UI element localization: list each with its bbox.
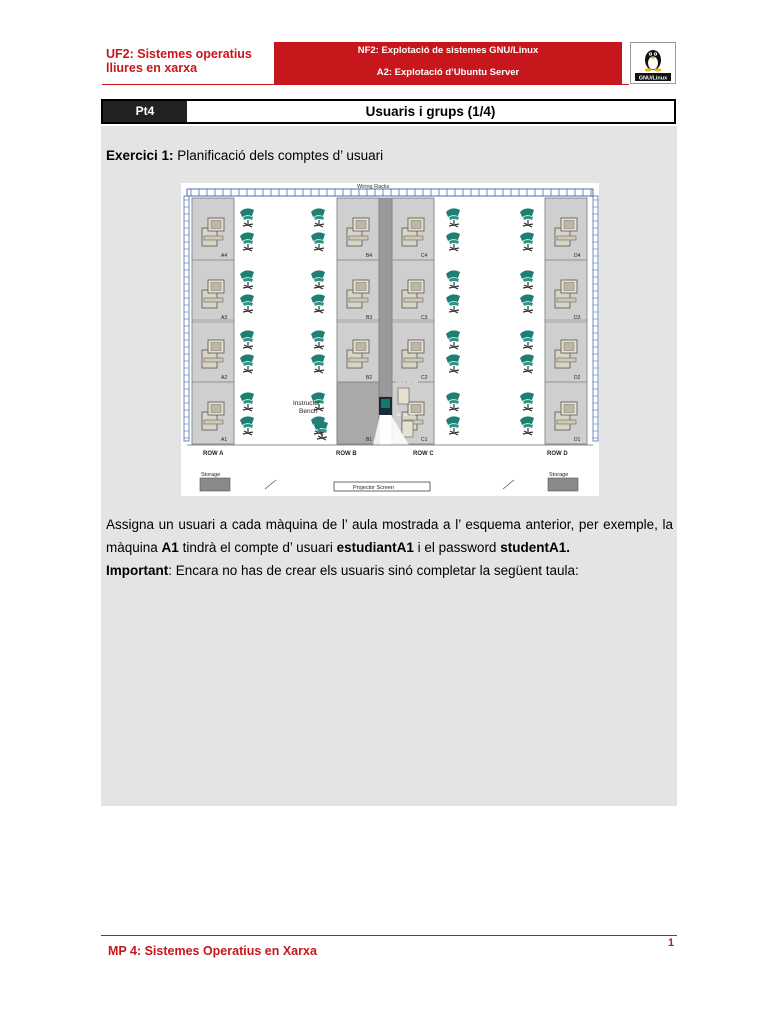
machine-label: B1 xyxy=(366,437,373,443)
exercise-text: Planificació dels comptes d’ usuari xyxy=(173,148,384,163)
instr-text-2: tindrà el compte d’ usuari xyxy=(178,540,337,555)
row-label: ROW B xyxy=(336,451,357,457)
footer-rule xyxy=(101,935,677,936)
linux-server-label: Linux Server xyxy=(396,379,419,384)
nt-server-label: NT Server xyxy=(397,412,416,417)
instr-bold-machine: A1 xyxy=(161,540,179,555)
wiring-racks-label: Wiring Racks xyxy=(357,184,390,190)
page-title: Usuaris i grups (1/4) xyxy=(365,104,496,119)
instr-text-4: : Encara no has de crear els usuaris sinó completar la següent taula: xyxy=(168,563,579,578)
machine-label: D3 xyxy=(574,315,581,321)
exercise-label: Exercici 1: xyxy=(106,148,174,163)
gnu-linux-logo xyxy=(630,42,676,84)
machine-label: C1 xyxy=(421,437,428,443)
machine-label: B4 xyxy=(366,253,373,259)
instr-bold-password: studentA1. xyxy=(500,540,570,555)
header-rule xyxy=(102,84,629,85)
projector-screen-label: Projector Screen xyxy=(353,485,394,491)
unit-title-line-1: UF2: Sistemes operatius xyxy=(106,47,252,61)
exercise-heading xyxy=(106,148,383,163)
machine-label: C2 xyxy=(421,375,428,381)
instructions-paragraph xyxy=(106,513,673,582)
instructor-label-2: Bench xyxy=(299,408,318,415)
row-label: ROW A xyxy=(203,451,224,457)
module-banner-line-2: A2: Explotació d’Ubuntu Server xyxy=(376,67,520,78)
practice-code: Pt4 xyxy=(103,101,187,122)
exercise-title-bar xyxy=(101,99,676,124)
instr-bold-important: Important xyxy=(106,563,169,578)
machine-label: B2 xyxy=(366,375,373,381)
tux-penguin-icon xyxy=(631,43,675,83)
instructor-label-1: Instructor xyxy=(293,400,321,407)
machine-label: B3 xyxy=(366,315,373,321)
instr-text-3: i el password xyxy=(413,540,501,555)
unit-title-line-2: lliures en xarxa xyxy=(106,61,198,75)
logo-text: GNU/Linux xyxy=(638,75,668,82)
machine-label: C4 xyxy=(421,253,428,259)
machine-label: A4 xyxy=(221,253,228,259)
machine-label: A2 xyxy=(221,375,228,381)
page-number: 1 xyxy=(668,937,675,949)
machine-label: C3 xyxy=(421,315,428,321)
unit-title xyxy=(106,47,276,75)
storage-left-label: Storage xyxy=(201,472,221,478)
instr-text-1: Assigna un usuari a cada màquina de l’ aula mostrada a l’ esquema anterior, per exemple, la màquina xyxy=(106,517,673,555)
row-label: ROW C xyxy=(413,451,434,457)
machine-label: D4 xyxy=(574,253,581,259)
row-label: ROW D xyxy=(547,451,568,457)
footer-title: MP 4: Sistemes Operatius en Xarxa xyxy=(108,944,317,958)
instr-bold-account: estudiantA1 xyxy=(336,540,414,555)
module-banner-line-1: NF2: Explotació de sistemes GNU/Linux xyxy=(357,45,539,56)
machine-label: A1 xyxy=(221,437,228,443)
storage-right-label: Storage xyxy=(549,472,569,478)
machine-label: D2 xyxy=(574,375,581,381)
module-banner xyxy=(274,42,622,84)
machine-label: A3 xyxy=(221,315,228,321)
machine-label: D1 xyxy=(574,437,581,443)
classroom-floor-plan xyxy=(181,183,599,496)
